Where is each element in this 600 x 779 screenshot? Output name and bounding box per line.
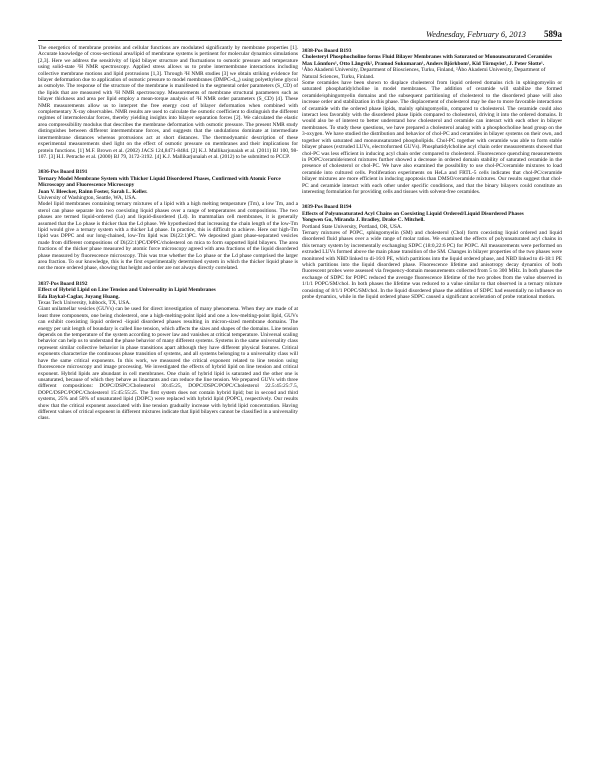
left-column — [38, 45, 298, 770]
abstract-authors: Joan V. Bleecker, Rainn Foster, Sarah L. Keller. — [38, 188, 148, 195]
abstract-title: Effect of Hybrid Lipid on Line Tension and Universality in Lipid Membranes — [38, 287, 216, 294]
abstract-3039 — [302, 204, 562, 300]
abstract-id: 3037-Pos Board B192 — [38, 280, 88, 287]
abstract-affiliation: University of Washington, Seattle, WA, USA. — [38, 194, 137, 201]
abstract-body: Ternary mixtures of POPC, sphingomyelin (SM) and cholesterol (Chol) form coexisting liquid ordered and liquid disordered fluid phases over a wide range of molar ratios. We examined the effects of polyunsaturated acyl chains in this ternary system by incrementally exchanging SDPC (18:0,22:6 PC) for POPC. All measurements were performed on extruded LUVs formed above the main phase transition of the SM. Changes in bilayer properties of the two phases were monitored with NBD linked to di-16:0 PE, which partitions into the liquid ordered phase, and NBD linked to di-18:1 PE which partitions into the liquid disordered phase. Fluorescence lifetime and anisotropy decay dynamics of both fluorescent probes were assessed via frequency-domain measurements collected from 5 to 300 MHz. In both phases the exchange of SDPC for POPC reduced the average fluorescence lifetime of the two probes from the value observed in 1/1/1 POPC/SM/chol. In both phases the lifetime was reduced to a value similar to that observed in a ternary mixture consisting of 8/1/1 POPC/SM/chol. In the liquid disordered phase the addition of SDPC had essentially no influence on probe dynamics, while in the liquid ordered phase SDPC caused a significant acceleration of probe rotational motion. — [302, 229, 562, 301]
right-column — [302, 45, 562, 770]
abstract-id: 3038-Pos Board B193 — [302, 48, 352, 54]
abstract-affiliation: ¹Åbo Akademi University, Department of Biosciences, Turku, Finland, ²Åbo Akademi University, Department of Natural Sciences, Turku, Finland. — [302, 67, 546, 80]
abstract-title: Ternary Model Membrane System with Thicker Liquid Disordered Phases, Confirmed with Atomic Force Microscopy and Fluorescence Microscopy — [38, 175, 281, 189]
abstract-3038 — [302, 48, 562, 195]
header-date: Wednesday, February 6, 2013 — [426, 30, 526, 39]
abstract-3037 — [38, 281, 298, 422]
abstract-affiliation: Portland State University, Portland, OR, USA. — [302, 223, 403, 230]
abstract-authors: Max Lönnfors¹, Otto Långvik², Pramod Sukumaran¹, Anders Björkbom¹, Kid Törnqvist¹, J. Peter Slotte¹. — [302, 60, 545, 67]
abstract-body: Giant unilamellar vesicles (GUVs) can be used for direct investigation of many phenomena. When they are made of at least three components, one being cholesterol, one a high-melting-point lipid and one a low-melting-point lipid, GUVs can exhibit coexisting liquid ordered -liquid disordered phases resulting in micron-sized membrane domains. The energy per unit length of boundary is called line tension, which affects the sizes and shapes of the domains. Line tension depends on the temperature of the system according to power law and vanishes at critical temperature. Universal scaling behavior can help us to understand the phase behavior of many different systems. Systems in the same universality class represent similar collective behavior in phase transitions apart although they have different physical features. Critical exponents characterize the continuous phase transition of systems, and all systems belonging to a universality class will have the same critical exponents. In this work, we measured the critical exponent related to line tension using fluorescence microscopy and image processing. We investigated the effects of hybrid lipid on line tension and critical exponent. Hybrid lipids are abundant in cell membranes. One chain of hybrid lipid is saturated and the other one is unsaturated, because of which they behave as linactants and can reduce the line tension. We prepared GUVs with three different compositions: DOPC/DSPC/Cholesterol 30:45:25, DOPC/DSPC/POPC/Cholesterol 22.5:45:25:7.5, DOPC/DSPC/POPC/Cholesterol 15:45:55:25. The first system does not contain hybrid lipid; but in second and third systems, 25% and 50% of unsaturated lipid (DOPC) were replaced with hybrid lipid (POPC), respectively. Our results show that the critical exponent associated with line tension gradually increase with hybrid lipid concentration. Having different values of critical exponent in different mixtures indicate that lipid bilayers cannot be classified in a universality class. — [38, 306, 298, 422]
abstract-title: Cholesteryl Phosphocholine forms Fluid Bilayer Membranes with Saturated or Monounsaturated Ceramides — [302, 54, 553, 61]
abstract-body: Model lipid membranes containing ternary mixtures of a lipid with a high melting temperature (Tm), a low Tm, and a sterol can phase separate into two coexisting liquid phases over a range of temperatures and compositions. The two phases are termed liquid-ordered (Lo) and liquid-disordered (Ld). In mammalian cell membranes, it is generally assumed that the Lo phase is thicker than the Ld phase. We hypothesized that increasing the chain length of the low-Tm lipid would give a ternary system with a thicker Ld phase. In practice, this is difficult to achieve. Here our high-Tm lipid was DPPC and our long-chained, low-Tm lipid was Di(22:1)PC. We deposited giant phase-separated vesicles made from different compositions of Di(22:1)PC/DPPC/cholesterol on mica to form supported lipid bilayers. The area fractions of the thicker phase measured by atomic force microscopy agreed with area fractions of the liquid disordered phase measured by fluorescence microscopy. This was true whether the Lo phase or the Ld phase comprised the larger area fraction. To our knowledge, this is the first experimentally determined system in which the thicker liquid phase is not the more ordered phase, showing that height and order are not always directly correlated. — [38, 201, 298, 272]
abstract-authors: Yongwen Gu, Miranda J. Bradley, Drake C. Mitchell. — [302, 217, 425, 224]
abstract-3036 — [38, 169, 298, 272]
abstract-title: Effects of Polyunsaturated Acyl Chains on Coexisting Liquid Ordered/Liquid Disordered Phases — [302, 210, 524, 217]
abstract-authors: Eda Baykal-Caglar, Juyang Huang. — [38, 293, 120, 300]
abstract-body: Some ceramides have been shown to displace cholesterol from liquid ordered domains rich in sphingomyelin or saturated phosphatidylcholine in model membranes. The addition of ceramide will stabilize the formed ceramide/sphingomyelin domains and the subsequent partitioning of cholesterol to the disordered phase will also increase order and stabilization in this phase. The displacement of cholesterol may be due to more favorable interactions of ceramide with the ordered phase lipids, mainly sphingomyelin, compared to cholesterol. The ceramide could also interact less favorably with the disordered phase lipids compared to cholesterol, driving it into the ordered domains. It would also be of interest to better understand how cholesterol and ceramide can interact with each other in bilayer membranes. To study these questions, we have prepared a cholesterol analog with a phosphocholine head group on the 3-oxygen. We have studied the distribution and behavior of chol-PC and ceramides in bilayer systems on their own, and together with saturated and monounsaturated phospholipids. Chol-PC together with ceramide was able to form stable bilayer phases (extruded LUVs, electroformed GUVs). Phosphatidylcholine acyl chain order measurements showed that chol-PC was less efficient in inducing acyl chain order compared to cholesterol. Fluorescence quenching measurements in POPC/ceramide/sterol mixtures further showed a decrease in ordered domain stability of saturated ceramide in the presence of cholesterol or chol-PC. We have also examined the possibility to use chol-PC/ceramide mixtures to load ceramide into cultured cells. Proliferation experiments on HeLa and FRTL-5 cells indicates that chol-PC/ceramide bilayer mixtures are more efficient in inducing apoptosis than DMSO/ceramide mixtures. Our results suggest that chol-PC and ceramide interact with each other under specific conditions, and that the binary bilayers could constitute an interesting formulation for providing cells and tissues with solvent-free ceramides. — [302, 80, 562, 195]
header-rule — [38, 40, 562, 41]
abstract-affiliation: Texas Tech University, lubbock, TX, USA. — [38, 300, 131, 307]
abstract-id: 3036-Pos Board B191 — [38, 169, 88, 176]
continuation-paragraph: The energetics of membrane proteins and cellular functions are modulated significantly by membrane properties [1]. Accurate knowledge of cross-sectional area/lipid of membrane systems is pertinent for molecular dynamics simulations [2,3]. Here we address the sensitivity of lipid bilayer structure and fluctuations to osmotic pressure and temperature using solid-state ²H NMR spectroscopy. Applied stress allows us to probe intermembrane interactions including collective membrane motions and lipid protrusions [1,3]. Through ²H NMR studies [3] we obtain striking evidence for bilayer deformation due to application of osmotic pressure to model membranes (DMPC-d₅₄) using polyethylene glycol as osmolyte. The response of the structure of the membrane is manifested in the segmental order parameters (S_CD) of the lipids that are measured with ²H NMR spectroscopy. Measurements of membrane structural parameters such as bilayer thickness and area per lipid employ a mean-torque analysis of ²H NMR order parameters (S_CD) [4]. These NMR measurements allow us to interpret the free energy cost of bilayer deformation when combined with complementary X-ray observables. NMR results are used to calculate the osmotic coefficient to distinguish the different regimes of intermolecular forces, thereby yielding insights into bilayer separation forces [2]. We calculated the elastic area compressibility modulus that describes the membrane deformation with osmotic pressure. The present NMR study distinguishes between different intermembrane forces, and suggests that the undulations dominate at intermediate intermembrane distances whereas protrusions act at short distances. The thermodynamic description of these experimental measurements shed light on the effect of osmotic pressure on membranes and their implications for protein functions. [1] M.F. Brown et al. (2002) JACS 124,8471-8484. [2] K.J. Mallikarjunaiah et al. (2011) BJ 100, 98-107. [3] H.I. Petrache et al. (2000) BJ 79, 3172-3192. [4] K.J. Mallikarjunaiah et al. (2012) to be submitted to PCCP. — [38, 45, 298, 160]
abstract-id: 3039-Pos Board B194 — [302, 204, 352, 211]
page-number: 589a — [544, 29, 562, 39]
